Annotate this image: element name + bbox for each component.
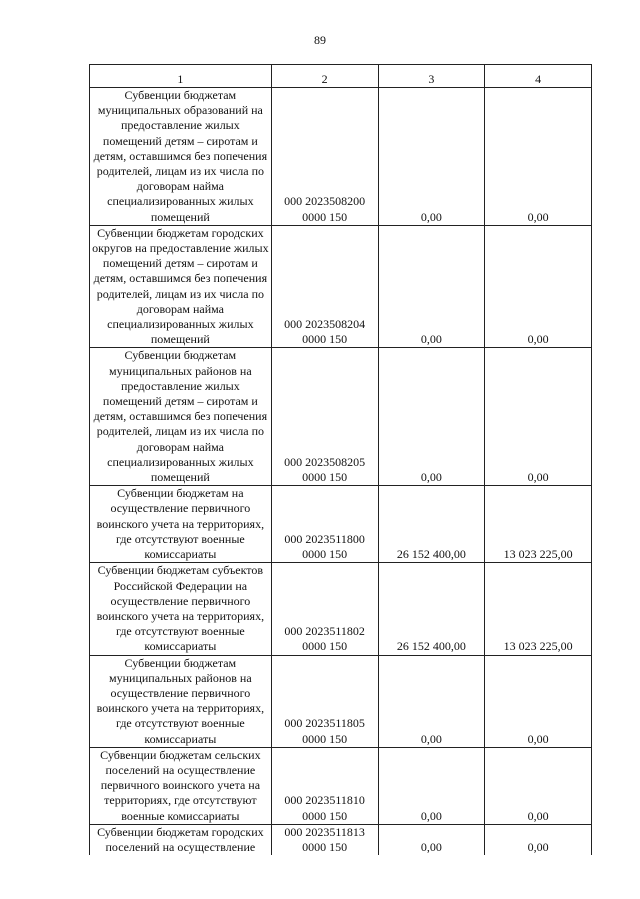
row-value-4: 0,00 [485, 824, 592, 855]
row-value-3: 0,00 [378, 348, 485, 486]
row-code: 000 2023511810 0000 150 [271, 747, 378, 824]
row-value-3: 0,00 [378, 88, 485, 226]
row-name: Субвенции бюджетам городских поселений на осуществление [90, 824, 272, 855]
row-value-3: 26 152 400,00 [378, 486, 485, 563]
column-header-2: 2 [271, 65, 378, 88]
row-name: Субвенции бюджетам сельских поселений на осуществление первичного воинского учета на территориях, где отсутствуют военные комиссариаты [90, 747, 272, 824]
page-number: 89 [314, 33, 326, 47]
row-name: Субвенции бюджетам на осуществление первичного воинского учета на территориях, где отсутствуют военные комиссариаты [90, 486, 272, 563]
row-name: Субвенции бюджетам субъектов Российской Федерации на осуществление первичного воинского учета на территориях, где отсутствуют военные комиссариаты [90, 563, 272, 655]
row-value-3: 0,00 [378, 824, 485, 855]
row-value-4: 13 023 225,00 [485, 563, 592, 655]
row-name: Субвенции бюджетам муниципальных образований на предоставление жилых помещений детям – сиротам и детям, оставшимся без попечения родителей, лицам из их числа по договорам найма специализированных жилых помещений [90, 88, 272, 226]
row-value-3: 26 152 400,00 [378, 563, 485, 655]
row-value-4: 13 023 225,00 [485, 486, 592, 563]
budget-table [89, 64, 592, 855]
row-value-4: 0,00 [485, 225, 592, 348]
row-value-3: 0,00 [378, 225, 485, 348]
row-value-4: 0,00 [485, 655, 592, 747]
row-code: 000 2023511813 0000 150 [271, 824, 378, 855]
row-code: 000 2023511800 0000 150 [271, 486, 378, 563]
table-row [90, 348, 592, 486]
row-value-3: 0,00 [378, 655, 485, 747]
row-code: 000 2023508200 0000 150 [271, 88, 378, 226]
row-name: Субвенции бюджетам муниципальных районов на осуществление первичного воинского учета на территориях, где отсутствуют военные комиссариаты [90, 655, 272, 747]
table-row [90, 88, 592, 226]
row-value-3: 0,00 [378, 747, 485, 824]
row-value-4: 0,00 [485, 88, 592, 226]
table-row [90, 563, 592, 655]
row-code: 000 2023511805 0000 150 [271, 655, 378, 747]
table-row [90, 655, 592, 747]
table-header-row [90, 65, 592, 88]
row-value-4: 0,00 [485, 747, 592, 824]
table-row [90, 486, 592, 563]
table-row [90, 824, 592, 855]
column-header-4: 4 [485, 65, 592, 88]
table-row [90, 747, 592, 824]
row-code: 000 2023508204 0000 150 [271, 225, 378, 348]
row-name: Субвенции бюджетам муниципальных районов на предоставление жилых помещений детям – сиротам и детям, оставшимся без попечения родителей, лицам из их числа по договорам найма специализированных жилых помещений [90, 348, 272, 486]
table-row [90, 225, 592, 348]
row-code: 000 2023511802 0000 150 [271, 563, 378, 655]
column-header-3: 3 [378, 65, 485, 88]
column-header-1: 1 [90, 65, 272, 88]
row-value-4: 0,00 [485, 348, 592, 486]
row-code: 000 2023508205 0000 150 [271, 348, 378, 486]
row-name: Субвенции бюджетам городских округов на предоставление жилых помещений детям – сиротам и детям, оставшимся без попечения родителей, лицам из их числа по договорам найма специализированных жилых помещений [90, 225, 272, 348]
